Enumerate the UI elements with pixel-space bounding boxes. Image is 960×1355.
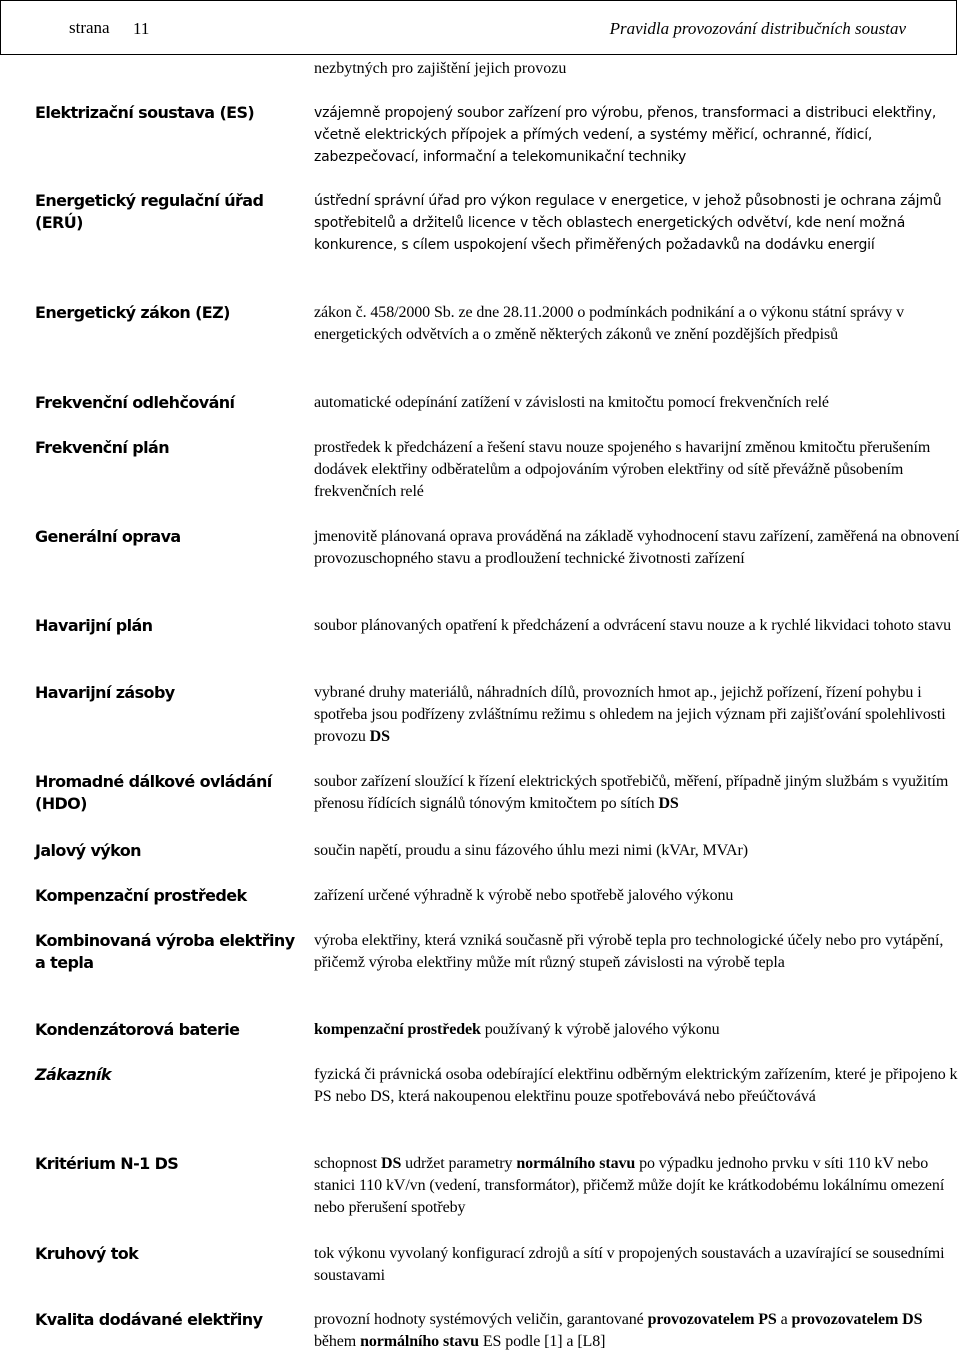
term-definition: kompenzační prostředek používaný k výrobě jalového výkonu: [314, 1021, 720, 1038]
term-label: Kompenzační prostředek: [35, 886, 247, 905]
term-label: Kritérium N-1 DS: [35, 1154, 179, 1173]
bold-term-reference: normálního stavu: [360, 1333, 479, 1350]
term-label: Zákazník: [35, 1065, 111, 1084]
term-label: Kondenzátorová baterie: [35, 1020, 240, 1039]
term-definition: fyzická či právnická osoba odebírající elektřinu odběrným elektrickým zařízením, které je připojeno k PS nebo DS, která nakoupenou elektřinu pouze spotřebovává nebo přeúčtovává: [314, 1066, 958, 1105]
document-title: Pravidla provozování distribučních soustav: [609, 19, 906, 38]
term-label: Hromadné dálkové ovládání (HDO): [35, 772, 272, 813]
term-definition: provozní hodnoty systémových veličin, garantované provozovatelem PS a provozovatelem DS během normálního stavu ES podle [1] a [L8]: [314, 1311, 923, 1350]
bold-term-reference: DS: [369, 728, 390, 745]
term-definition: součin napětí, proudu a sinu fázového úhlu mezi nimi (kVAr, MVAr): [314, 842, 748, 859]
term-label: Elektrizační soustava (ES): [35, 103, 255, 122]
term-label: Energetický zákon (EZ): [35, 303, 230, 322]
page-label: strana: [69, 18, 110, 37]
term-label: Kombinovaná výroba elektřiny a tepla: [35, 931, 295, 972]
term-label: Energetický regulační úřad (ERÚ): [35, 191, 264, 232]
term-definition: tok výkonu vyvolaný konfigurací zdrojů a sítí v propojených soustavách a uzavírající se sousedními soustavami: [314, 1245, 945, 1284]
term-definition: jmenovitě plánovaná oprava prováděná na základě vyhodnocení stavu zařízení, zaměřená na obnovení provozuschopného stavu a prodloužení technické životnosti zařízení: [314, 528, 960, 567]
term-definition: zákon č. 458/2000 Sb. ze dne 28.11.2000 o podmínkách podnikání a o výkonu státní správy v energetických odvětvích a o změně některých zákonů ve znění pozdějších předpisů: [314, 304, 904, 343]
term-label: Havarijní plán: [35, 616, 153, 635]
term-label: Havarijní zásoby: [35, 683, 175, 702]
term-definition: zařízení určené výhradně k výrobě nebo spotřebě jalového výkonu: [314, 887, 734, 904]
page-number: 11: [133, 19, 150, 38]
bold-term-reference: provozovatelem PS: [647, 1311, 777, 1328]
bold-term-reference: provozovatelem DS: [791, 1311, 923, 1328]
bold-term-reference: DS: [658, 795, 679, 812]
term-label: Kvalita dodávané elektřiny: [35, 1310, 263, 1329]
bold-term-reference: kompenzační prostředek: [314, 1021, 481, 1038]
term-definition: soubor plánovaných opatření k předcházení a odvrácení stavu nouze a k rychlé likvidaci tohoto stavu: [314, 617, 951, 634]
term-definition: soubor zařízení sloužící k řízení elektrických spotřebičů, měření, případně jiným službám s využitím přenosu řídících signálů tónovým kmitočtem po sítích DS: [314, 773, 949, 812]
term-definition: ústřední správní úřad pro výkon regulace v energetice, v jehož působnosti je ochrana zájmů spotřebitelů a držitelů licence v těch oblastech energetických odvětví, kde není možná konkurence, s cílem uspokojení všech přiměřených požadavků na dodávku energií: [314, 193, 942, 253]
bold-term-reference: normálního stavu: [516, 1155, 636, 1172]
term-label: Jalový výkon: [35, 841, 141, 860]
term-label: Frekvenční odlehčování: [35, 393, 235, 412]
term-definition: výroba elektřiny, která vzniká současně při výrobě tepla pro technologické účely nebo pro vytápění, přičemž výroba elektřiny může mít různý stupeň závislosti na výrobě tepla: [314, 932, 944, 971]
term-label: Kruhový tok: [35, 1244, 139, 1263]
term-definition: automatické odepínání zatížení v závislosti na kmitočtu pomocí frekvenčních relé: [314, 394, 829, 411]
term-definition: prostředek k předcházení a řešení stavu nouze spojeného s havarijní změnou kmitočtu přerušením dodávek elektřiny odběratelům a odpojováním výroben elektřiny od sítě převážně působením frekvenčních relé: [314, 439, 931, 500]
term-definition: vzájemně propojený soubor zařízení pro výrobu, přenos, transformaci a distribuci elektřiny, včetně elektrických přípojek a přímých vedení, a systémy měřicí, ochranné, řídicí, zabezpečovací, informační a telekomunikační techniky: [314, 105, 937, 165]
bold-term-reference: DS: [381, 1155, 402, 1172]
term-label: Frekvenční plán: [35, 438, 170, 457]
continuation-text: nezbytných pro zajištění jejich provozu: [314, 60, 567, 77]
term-definition: vybrané druhy materiálů, náhradních dílů, provozních hmot ap., jejichž pořízení, řízení pohybu i spotřeba jsou podřízeny zvláštnímu režimu s ohledem na jejich význam při zajišťování spolehlivosti provozu DS: [314, 684, 946, 745]
term-label: Generální oprava: [35, 527, 181, 546]
term-definition: schopnost DS udržet parametry normálního stavu po výpadku jednoho prvku v síti 110 kV nebo stanici 110 kV/vn (vedení, transformátor), přičemž může dojít ke krátkodobému lokálnímu omezení nebo přerušení spotřeby: [314, 1155, 945, 1216]
page-header: [0, 0, 957, 55]
